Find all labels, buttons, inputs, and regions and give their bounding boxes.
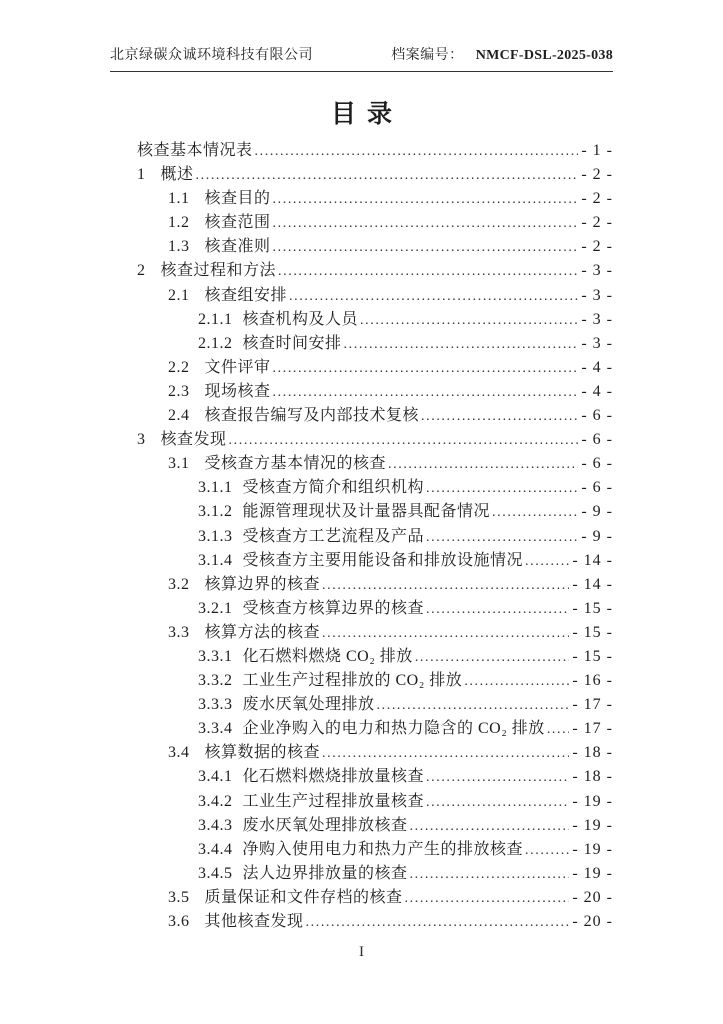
toc-entry-label: 受核查方核算边界的核查	[242, 599, 425, 617]
toc-entry-page: - 3 -	[581, 334, 613, 352]
toc-entry-page: - 14 -	[572, 575, 613, 593]
toc-dot-leader	[273, 359, 579, 377]
toc-dot-leader	[255, 142, 579, 160]
document-header	[110, 44, 613, 72]
toc-dot-leader	[525, 841, 569, 859]
toc-dot-leader	[289, 287, 578, 305]
toc-entry-page: - 18 -	[572, 744, 613, 762]
toc-entry-page: - 15 -	[572, 647, 613, 665]
toc-dot-leader	[410, 865, 570, 883]
toc-entry-label: 化石燃料燃烧排放量核查	[242, 768, 425, 786]
toc-entry	[137, 378, 613, 402]
toc-entry-number: 3.3.3	[198, 696, 233, 714]
toc-entry	[137, 667, 613, 691]
toc-entry-label: 核查准则	[204, 238, 271, 256]
toc-entry-number: 2.4	[168, 407, 190, 425]
toc-entry	[137, 643, 613, 667]
toc-dot-leader	[273, 190, 579, 208]
toc-entry-number: 3.2	[168, 575, 190, 593]
toc-entry	[137, 257, 613, 281]
toc-entry-number: 3.4	[168, 744, 190, 762]
toc-entry-page: - 4 -	[581, 358, 613, 376]
footer-page-number: I	[359, 944, 364, 960]
toc-entry-label: 核查目的	[204, 190, 271, 208]
toc-entry-page: - 15 -	[572, 599, 613, 617]
toc-entry-label: 核查基本情况表	[137, 142, 253, 159]
company-name: 北京绿碳众诚环境科技有限公司	[110, 48, 313, 63]
toc-entry-label: 废水厌氧处理排放	[242, 696, 375, 714]
toc-dot-leader	[426, 528, 578, 546]
toc-entry-number: 3	[137, 431, 146, 449]
toc-entry-number: 2.2	[168, 358, 190, 376]
toc-entry-number: 3.3.4	[198, 720, 233, 738]
toc-entry-label: 能源管理现状及计量器具配备情况	[242, 503, 491, 521]
toc-entry	[137, 185, 613, 209]
toc-entry	[137, 498, 613, 522]
toc-entry-label: 受核查方基本情况的核查	[204, 455, 387, 473]
toc-entry-label: 核查时间安排	[242, 334, 342, 352]
toc-entry-label: 文件评审	[204, 358, 271, 376]
toc-entry	[137, 908, 613, 932]
toc-entry	[137, 884, 613, 908]
toc-entry-page: - 3 -	[581, 310, 613, 328]
toc-entry	[137, 619, 613, 643]
toc-entry-label: 核查过程和方法	[160, 262, 277, 280]
toc-list	[137, 137, 613, 932]
toc-entry-page: - 19 -	[572, 840, 613, 858]
toc-entry-label: 受核查方简介和组织机构	[242, 479, 425, 497]
toc-dot-leader	[273, 383, 579, 401]
toc-entry-page: - 19 -	[572, 816, 613, 834]
toc-entry	[137, 450, 613, 474]
toc-dot-leader	[405, 889, 570, 907]
toc-entry	[137, 402, 613, 426]
toc-dot-leader	[421, 407, 578, 425]
toc-entry-page: - 2 -	[581, 214, 613, 232]
toc-entry-page: - 16 -	[572, 672, 613, 690]
toc-entry	[137, 426, 613, 450]
toc-entry-number: 2.1.1	[198, 310, 233, 328]
toc-entry-label: 法人边界排放量的核查	[242, 864, 408, 882]
toc-entry-number: 2	[137, 262, 146, 280]
toc-entry	[137, 209, 613, 233]
toc-entry-number: 1.3	[168, 238, 190, 256]
toc-entry-page: - 15 -	[572, 623, 613, 641]
toc-dot-leader	[426, 768, 569, 786]
toc-entry	[137, 571, 613, 595]
toc-dot-leader	[322, 624, 569, 642]
toc-entry-label: 工业生产过程排放量核查	[242, 792, 425, 810]
toc-entry	[137, 691, 613, 715]
toc-entry-label: 概述	[160, 166, 194, 184]
toc-entry	[137, 812, 613, 836]
toc-entry-page: - 18 -	[572, 768, 613, 786]
toc-entry-number: 3.1.1	[198, 479, 233, 497]
toc-entry	[137, 836, 613, 860]
toc-dot-leader	[415, 648, 570, 666]
toc-entry	[137, 137, 613, 161]
toc-entry-label: 废水厌氧处理排放核查	[242, 816, 408, 834]
toc-entry-label: 核算方法的核查	[204, 623, 321, 641]
toc-entry-number: 3.4.1	[198, 768, 233, 786]
toc-entry	[137, 763, 613, 787]
toc-entry	[137, 306, 613, 330]
toc-entry-label: 现场核查	[204, 382, 271, 400]
toc-dot-leader	[426, 793, 569, 811]
toc-dot-leader	[273, 214, 579, 232]
toc-dot-leader	[547, 720, 570, 738]
toc-dot-leader	[322, 744, 569, 762]
toc-entry-label: 工业生产过程排放的 CO₂ 排放	[242, 672, 463, 690]
toc-entry	[137, 330, 613, 354]
toc-entry	[137, 788, 613, 812]
toc-entry-page: - 20 -	[572, 913, 613, 930]
toc-dot-leader	[229, 431, 579, 449]
toc-entry-number: 3.1	[168, 455, 190, 473]
toc-dot-leader	[492, 503, 578, 521]
toc-entry-label: 净购入使用电力和热力产生的排放核查	[242, 840, 524, 858]
toc-entry	[137, 354, 613, 378]
toc-entry-label: 受核查方主要用能设备和排放设施情况	[242, 551, 524, 569]
toc-entry-number: 3.3.2	[198, 672, 233, 690]
toc-dot-leader	[377, 696, 570, 714]
toc-entry	[137, 523, 613, 547]
toc-entry-page: - 6 -	[581, 455, 613, 473]
archive-number-label: 档案编号：	[391, 48, 464, 63]
toc-entry-number: 3.6	[168, 913, 190, 930]
toc-entry-page: - 2 -	[581, 190, 613, 208]
toc-entry	[137, 161, 613, 185]
toc-entry-number: 3.3	[168, 623, 190, 641]
toc-entry	[137, 474, 613, 498]
archive-number-group	[391, 44, 613, 64]
toc-entry-label: 核查组安排	[204, 286, 288, 304]
toc-entry-label: 化石燃料燃烧 CO₂ 排放	[242, 647, 413, 665]
toc-entry-number: 3.1.4	[198, 551, 233, 569]
toc-entry-number: 2.1	[168, 286, 190, 304]
toc-entry-number: 2.3	[168, 382, 190, 400]
toc-entry-page: - 9 -	[581, 503, 613, 521]
toc-dot-leader	[525, 552, 569, 570]
toc-entry	[137, 282, 613, 306]
toc-entry-page: - 2 -	[581, 166, 613, 184]
toc-dot-leader	[410, 817, 570, 835]
toc-entry-label: 受核查方工艺流程及产品	[242, 527, 425, 545]
toc-entry-page: - 6 -	[581, 407, 613, 425]
toc-entry-page: - 17 -	[572, 720, 613, 738]
toc-entry-label: 核算数据的核查	[204, 744, 321, 762]
toc-entry-number: 3.1.3	[198, 527, 233, 545]
toc-entry-number: 3.2.1	[198, 599, 233, 617]
toc-entry-label: 核查报告编写及内部技术复核	[204, 407, 420, 425]
toc-dot-leader	[278, 262, 578, 280]
toc-entry-number: 3.4.5	[198, 864, 233, 882]
toc-entry-label: 核算边界的核查	[204, 575, 321, 593]
toc-entry	[137, 739, 613, 763]
toc-entry-number: 3.4.4	[198, 840, 233, 858]
toc-entry-page: - 19 -	[572, 864, 613, 882]
toc-entry-page: - 3 -	[581, 286, 613, 304]
toc-entry-page: - 1 -	[581, 142, 613, 159]
toc-entry-page: - 20 -	[572, 888, 613, 906]
toc-entry-label: 核查发现	[160, 431, 227, 449]
archive-number-value: NMCF-DSL-2025-038	[475, 48, 613, 63]
toc-dot-leader	[360, 311, 578, 329]
toc-entry-number: 3.4.2	[198, 792, 233, 810]
toc-dot-leader	[273, 238, 579, 256]
toc-dot-leader	[464, 672, 569, 690]
toc-entry-page: - 3 -	[581, 262, 613, 280]
toc-entry-page: - 4 -	[581, 382, 613, 400]
toc-entry	[137, 715, 613, 739]
toc-entry-number: 2.1.2	[198, 334, 233, 352]
toc-entry-number: 1.2	[168, 214, 190, 232]
toc-entry-number: 3.5	[168, 888, 190, 906]
toc-entry-page: - 17 -	[572, 696, 613, 714]
toc-dot-leader	[388, 455, 578, 473]
toc-entry-page: - 19 -	[572, 792, 613, 810]
toc-entry-page: - 9 -	[581, 527, 613, 545]
toc-entry-number: 3.4.3	[198, 816, 233, 834]
toc-entry	[137, 547, 613, 571]
toc-entry-label: 核查范围	[204, 214, 271, 232]
toc-dot-leader	[344, 335, 579, 353]
toc-entry-label: 质量保证和文件存档的核查	[204, 888, 403, 906]
toc-entry-number: 3.3.1	[198, 647, 233, 665]
toc-entry-number: 1.1	[168, 190, 190, 208]
toc-entry-page: - 2 -	[581, 238, 613, 256]
page-title: 目录	[330, 101, 403, 128]
toc-entry-number: 1	[137, 166, 146, 184]
toc-dot-leader	[426, 600, 569, 618]
toc-entry	[137, 233, 613, 257]
toc-dot-leader	[426, 479, 578, 497]
toc-dot-leader	[322, 576, 569, 594]
toc-entry-page: - 6 -	[581, 431, 613, 449]
toc-entry-label: 核查机构及人员	[242, 310, 359, 328]
toc-entry-page: - 14 -	[572, 551, 613, 569]
toc-entry-number: 3.1.2	[198, 503, 233, 521]
toc-entry-label: 企业净购入的电力和热力隐含的 CO₂ 排放	[242, 720, 545, 738]
toc-entry-page: - 6 -	[581, 479, 613, 497]
toc-dot-leader	[196, 166, 579, 184]
toc-entry	[137, 860, 613, 884]
toc-entry-label: 其他核查发现	[204, 913, 304, 930]
toc-entry	[137, 595, 613, 619]
toc-dot-leader	[306, 913, 570, 931]
